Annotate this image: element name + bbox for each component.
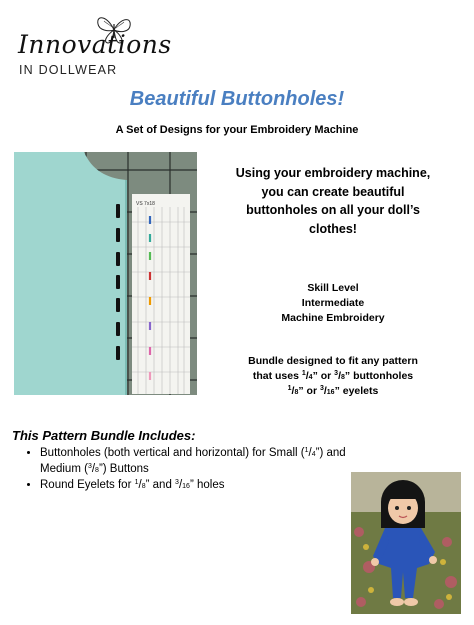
logo-subtext: IN DOLLWEAR	[19, 63, 118, 77]
bundle-line-3: $^1$/8” or $^3$/16” eyelets	[287, 385, 379, 397]
doll-photo	[351, 472, 461, 614]
skill-line: Machine Embroidery	[281, 312, 385, 324]
skill-line: Intermediate	[301, 297, 365, 309]
includes-heading: This Pattern Bundle Includes:	[12, 428, 196, 443]
includes-list	[24, 445, 370, 493]
buttonhole-fabric-photo	[14, 152, 197, 395]
ruler-label: VS 7x18	[136, 201, 155, 207]
list-item: • Buttonholes (both vertical and horizontal) for Small ($^1$/4”) and Medium ($^3$/8”) Buttons	[40, 445, 370, 477]
intro-line: Using your embroidery machine,	[235, 166, 431, 180]
skill-line: Skill Level	[307, 282, 359, 294]
intro-line: you can create beautiful	[261, 184, 405, 199]
logo-script-text: Innovations	[18, 30, 172, 59]
page-subtitle: A Set of Designs for your Embroidery Machine	[115, 124, 359, 136]
intro-text	[228, 164, 438, 238]
bundle-fit-block	[228, 354, 438, 399]
list-item: • Round Eyelets for $^1$/8” and $^3$/16” holes	[40, 477, 370, 493]
page-title: Beautiful Buttonholes!	[129, 88, 345, 110]
intro-line: buttonholes on all your doll’s	[246, 203, 420, 217]
skill-level-block	[228, 281, 438, 326]
bundle-line-1: Bundle designed to fit any pattern	[248, 355, 418, 367]
bundle-line-2: that uses $^1$/4” or $^3$/8” buttonholes	[252, 370, 414, 382]
intro-line: clothes!	[309, 221, 357, 236]
